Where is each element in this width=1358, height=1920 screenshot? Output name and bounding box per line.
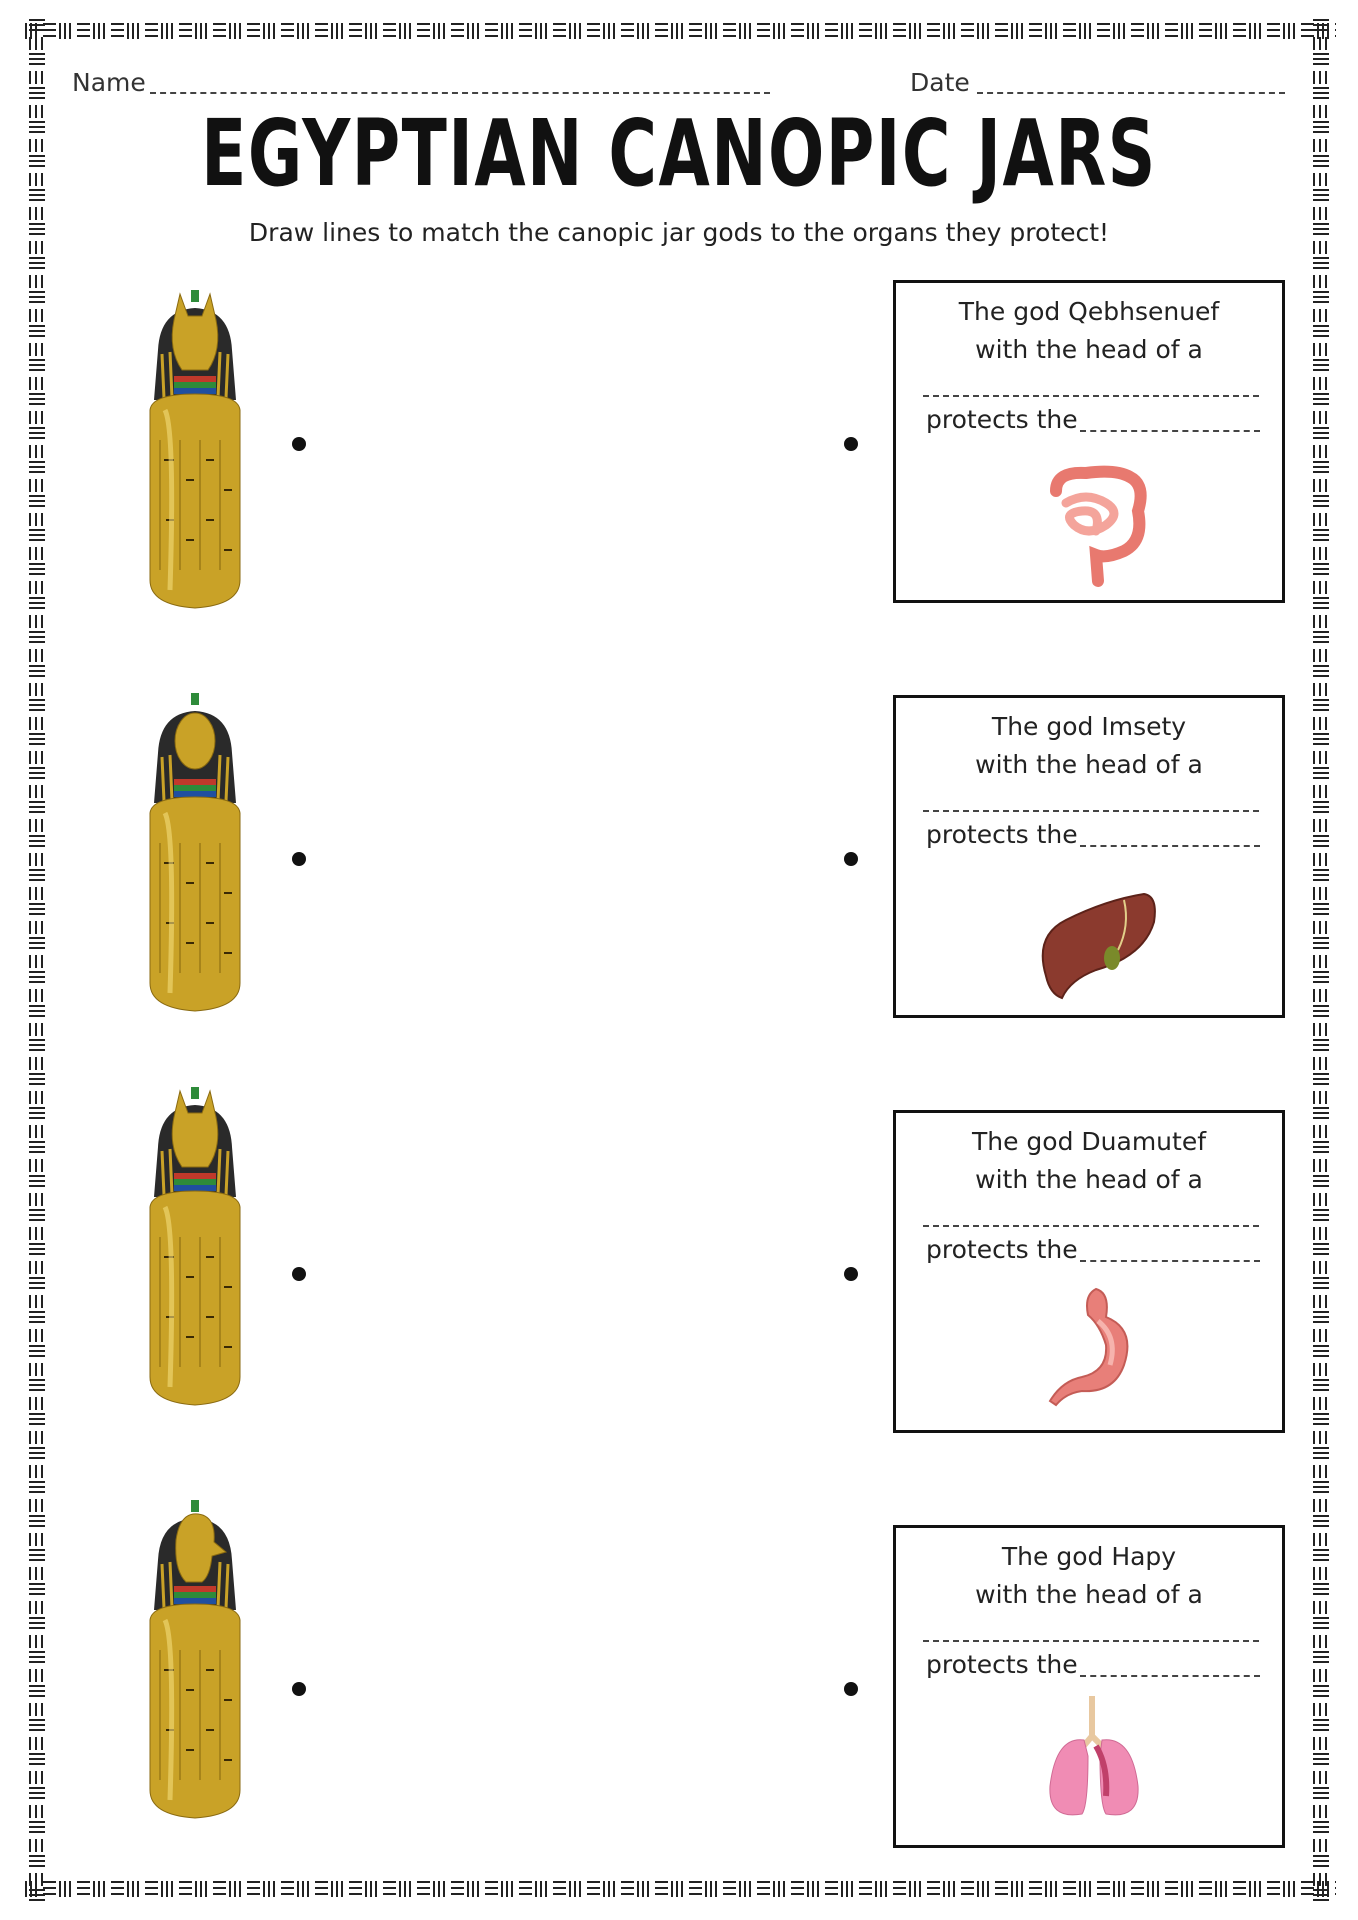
- head-answer-blank[interactable]: [923, 1225, 1259, 1227]
- instructions: Draw lines to match the canopic jar gods to the organs they protect!: [248, 218, 1110, 247]
- card-match-dot-3[interactable]: [844, 1267, 858, 1281]
- god-card-hapy: [893, 1525, 1285, 1848]
- jar-match-dot-1[interactable]: [292, 437, 306, 451]
- god-card-duamutef: [893, 1110, 1285, 1433]
- border-right: [1306, 16, 1336, 1904]
- god-name: The god Qebhsenuef: [958, 297, 1220, 326]
- protects-text: protects the: [926, 1235, 1078, 1264]
- jar-match-dot-2[interactable]: [292, 852, 306, 866]
- god-card-qebhsenuef: [893, 280, 1285, 603]
- card-match-dot-1[interactable]: [844, 437, 858, 451]
- protects-text: protects the: [926, 820, 1078, 849]
- date-label: Date: [910, 68, 970, 97]
- canopic-jar-3: [140, 1087, 250, 1412]
- jar-match-dot-3[interactable]: [292, 1267, 306, 1281]
- border-left: [22, 16, 52, 1904]
- date-field[interactable]: [977, 92, 1285, 94]
- god-name: The god Duamutef: [971, 1127, 1207, 1156]
- name-label: Name: [72, 68, 146, 97]
- head-text: with the head of a: [975, 1580, 1203, 1609]
- protects-text: protects the: [926, 1650, 1078, 1679]
- border-bottom: [22, 1874, 1336, 1904]
- page-title: EGYPTIAN CANOPIC JARS: [201, 100, 1157, 207]
- head-answer-blank[interactable]: [923, 810, 1259, 812]
- head-answer-blank[interactable]: [923, 1640, 1259, 1642]
- organ-answer-blank[interactable]: [1080, 430, 1260, 432]
- head-text: with the head of a: [975, 750, 1203, 779]
- head-answer-blank[interactable]: [923, 395, 1259, 397]
- lungs-icon: [1026, 1696, 1166, 1836]
- protects-text: protects the: [926, 405, 1078, 434]
- canopic-jar-1: [140, 290, 250, 615]
- organ-answer-blank[interactable]: [1080, 1675, 1260, 1677]
- card-match-dot-4[interactable]: [844, 1682, 858, 1696]
- god-name: The god Hapy: [1001, 1542, 1177, 1571]
- god-card-imsety: [893, 695, 1285, 1018]
- organ-answer-blank[interactable]: [1080, 1260, 1260, 1262]
- stomach-icon: [1026, 1281, 1166, 1421]
- god-name: The god Imsety: [991, 712, 1187, 741]
- organ-answer-blank[interactable]: [1080, 845, 1260, 847]
- card-match-dot-2[interactable]: [844, 852, 858, 866]
- border-top: [22, 16, 1336, 46]
- jar-match-dot-4[interactable]: [292, 1682, 306, 1696]
- name-field[interactable]: [150, 92, 770, 94]
- canopic-jar-2: [140, 693, 250, 1018]
- intestines-icon: [1026, 451, 1166, 591]
- canopic-jar-4: [140, 1500, 250, 1825]
- head-text: with the head of a: [975, 335, 1203, 364]
- liver-icon: [1026, 866, 1166, 1006]
- head-text: with the head of a: [975, 1165, 1203, 1194]
